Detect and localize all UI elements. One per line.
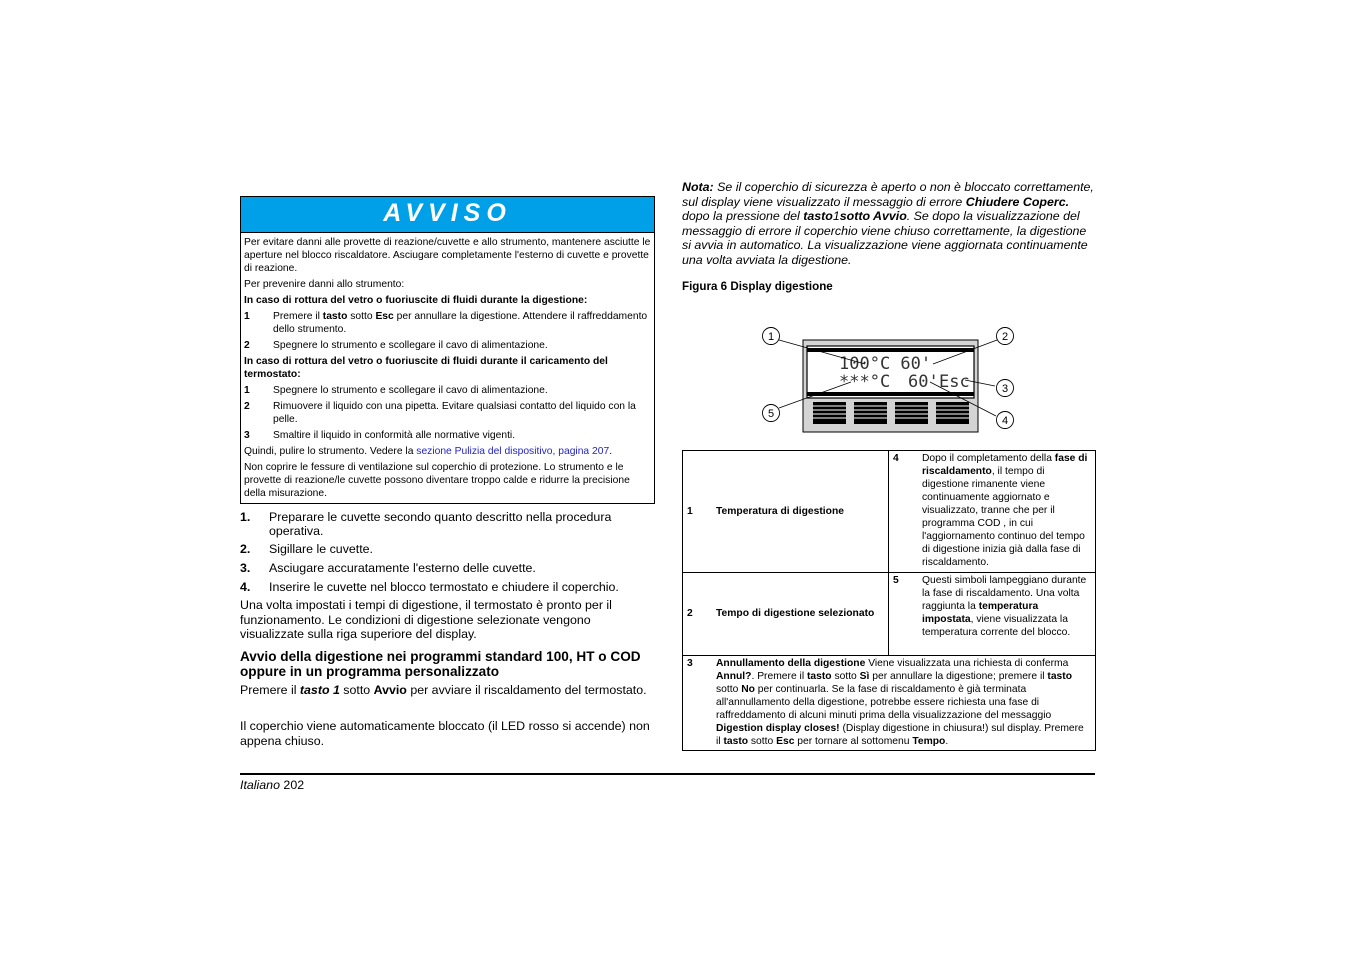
warning-title: AVVISO bbox=[241, 197, 654, 233]
procedure-step: 3. Asciugare accuratamente l'esterno delle cuvette. bbox=[240, 561, 536, 575]
callout-4 bbox=[997, 412, 1014, 429]
display-esc-label: Esc bbox=[939, 372, 970, 392]
figure-caption: Figura 6 Display digestione bbox=[682, 280, 833, 293]
procedure-step: 4. Inserire le cuvette nel blocco termostato e chiudere il coperchio. bbox=[240, 580, 619, 594]
legend-item-5: 5 Questi simboli lampeggiano durante la fase di riscaldamento. Una volta raggiunta la temperatura impostata, viene visualizzata la temperatura corrente del blocco. bbox=[893, 575, 1087, 638]
footer-rule bbox=[240, 773, 1095, 775]
warning-clean: Quindi, pulire lo strumento. Vedere la sezione Pulizia del dispositivo, pagina 207. bbox=[244, 446, 613, 457]
digestion-display-figure bbox=[755, 320, 1025, 438]
svg-text:3: 3 bbox=[1001, 383, 1009, 395]
page-number: 202 bbox=[283, 778, 305, 792]
display-temp-flashing: ***°C bbox=[839, 372, 891, 392]
warning-loading-heading: In caso di rottura del vetro o fuoriuscite di fluidi durante il caricamento del termostato: bbox=[244, 356, 608, 380]
footer-language: Italiano bbox=[240, 778, 280, 792]
warning-loading-step: 1 Spegnere lo strumento e scollegare il cavo di alimentazione. bbox=[244, 385, 548, 396]
procedure-step: 2. Sigillare le cuvette. bbox=[240, 542, 373, 556]
warning-loading-step: 2 Rimuovere il liquido con una pipetta. Evitare qualsiasi contatto del liquido con la pelle. bbox=[244, 401, 636, 425]
callout-5 bbox=[763, 405, 780, 422]
warning-intro: Per evitare danni alle provette di reazione/cuvette e allo strumento, mantenere asciutte le aperture nel blocco riscaldatore. Asciugare completamente l'esterno di cuvette e provette di reazione. bbox=[244, 237, 651, 274]
legend-item-3: 3 Annullamento della digestione Viene visualizzata una richiesta di conferma Annul?. Premere il tasto sotto Sì per annullare la digestione; premere il tasto sotto No per continuarla. Se la fase di riscaldamento è già terminata all'annullamento della digestione, potrebbe essere richiesta una fase di raffreddamento di alcuni minuti prima della visualizzazione del messaggio Digestion display closes! (Display digestione in chiusura!) sul display. Premere il tasto sotto Esc per tornare al sottomenu Tempo. bbox=[687, 658, 1084, 747]
legend-item-4: 4 Dopo il completamento della fase di riscaldamento, il tempo di digestione rimanente viene continuamente aggiornato e visualizzato, tranne che per il programma COD , in cui l'aggiornamento continuo del tempo di digestione inizia già dalla fase di riscaldamento. bbox=[893, 453, 1088, 568]
display-bottom-bar bbox=[807, 392, 974, 396]
softkey-1 bbox=[813, 402, 846, 424]
cleaning-section-link[interactable]: sezione Pulizia del dispositivo, pagina 207 bbox=[416, 446, 610, 457]
softkey-4 bbox=[936, 402, 969, 424]
figure-legend-table bbox=[682, 450, 1096, 751]
legend-item-1: 1 Temperatura di digestione bbox=[687, 505, 844, 517]
svg-text:1: 1 bbox=[767, 331, 775, 343]
callout-3 bbox=[997, 380, 1014, 397]
after-steps-paragraph: Una volta impostati i tempi di digestione, il termostato è pronto per il funzionamento. Le condizioni di digestione selezionate vengono visualizzate sulla riga superiore del display. bbox=[240, 598, 612, 642]
section-heading: Avvio della digestione nei programmi standard 100, HT o COD oppure in un programma personalizzato bbox=[240, 649, 641, 679]
page-footer bbox=[240, 778, 304, 792]
svg-text:4: 4 bbox=[1001, 415, 1009, 427]
warning-body bbox=[241, 233, 654, 500]
lid-paragraph: Il coperchio viene automaticamente bloccato (il LED rosso si accende) non appena chiuso. bbox=[240, 719, 650, 748]
warning-vent: Non coprire le fessure di ventilazione sul coperchio di protezione. Lo strumento e le provette di reazione/le cuvette possono diventare troppo calde e ridurre la precisione della misurazione. bbox=[244, 462, 630, 499]
softkey-3 bbox=[895, 402, 928, 424]
warning-loading-step: 3 Smaltire il liquido in conformità alle normative vigenti. bbox=[244, 430, 516, 441]
warning-glass-step: 2 Spegnere lo strumento e scollegare il cavo di alimentazione. bbox=[244, 340, 548, 351]
warning-glass-step: 1 Premere il tasto sotto Esc per annullare la digestione. Attendere il raffreddamento dello strumento. bbox=[244, 311, 648, 335]
softkey-2 bbox=[854, 402, 887, 424]
start-paragraph: Premere il tasto 1 sotto Avvio per avviare il riscaldamento del termostato. bbox=[240, 683, 647, 697]
note-paragraph: Nota: Se il coperchio di sicurezza è aperto o non è bloccato correttamente, sul display viene visualizzato il messaggio di errore Chiudere Coperc. dopo la pressione del tasto1sotto Avvio. Se dopo la visualizzazione del messaggio di errore il coperchio viene chiuso correttamente, la digestione si avvia in automatico. La visualizzazione viene aggiornata continuamente una volta avviata la digestione. bbox=[682, 180, 1094, 267]
warning-box bbox=[240, 196, 655, 504]
svg-text:2: 2 bbox=[1001, 331, 1009, 343]
legend-item-2: 2 Tempo di digestione selezionato bbox=[687, 608, 875, 619]
procedure-step: 1. Preparare le cuvette secondo quanto descritto nella procedura operativa. bbox=[240, 510, 612, 538]
callout-1 bbox=[763, 328, 780, 345]
display-line-1: 100°C 60' bbox=[839, 354, 932, 374]
callout-2 bbox=[997, 328, 1014, 345]
warning-glass-heading: In caso di rottura del vetro o fuoriuscite di fluidi durante la digestione: bbox=[244, 295, 588, 306]
warning-prevent: Per prevenire danni allo strumento: bbox=[244, 279, 405, 290]
display-time: 60' bbox=[908, 372, 939, 392]
svg-text:5: 5 bbox=[767, 408, 775, 420]
display-top-bar bbox=[807, 348, 974, 352]
